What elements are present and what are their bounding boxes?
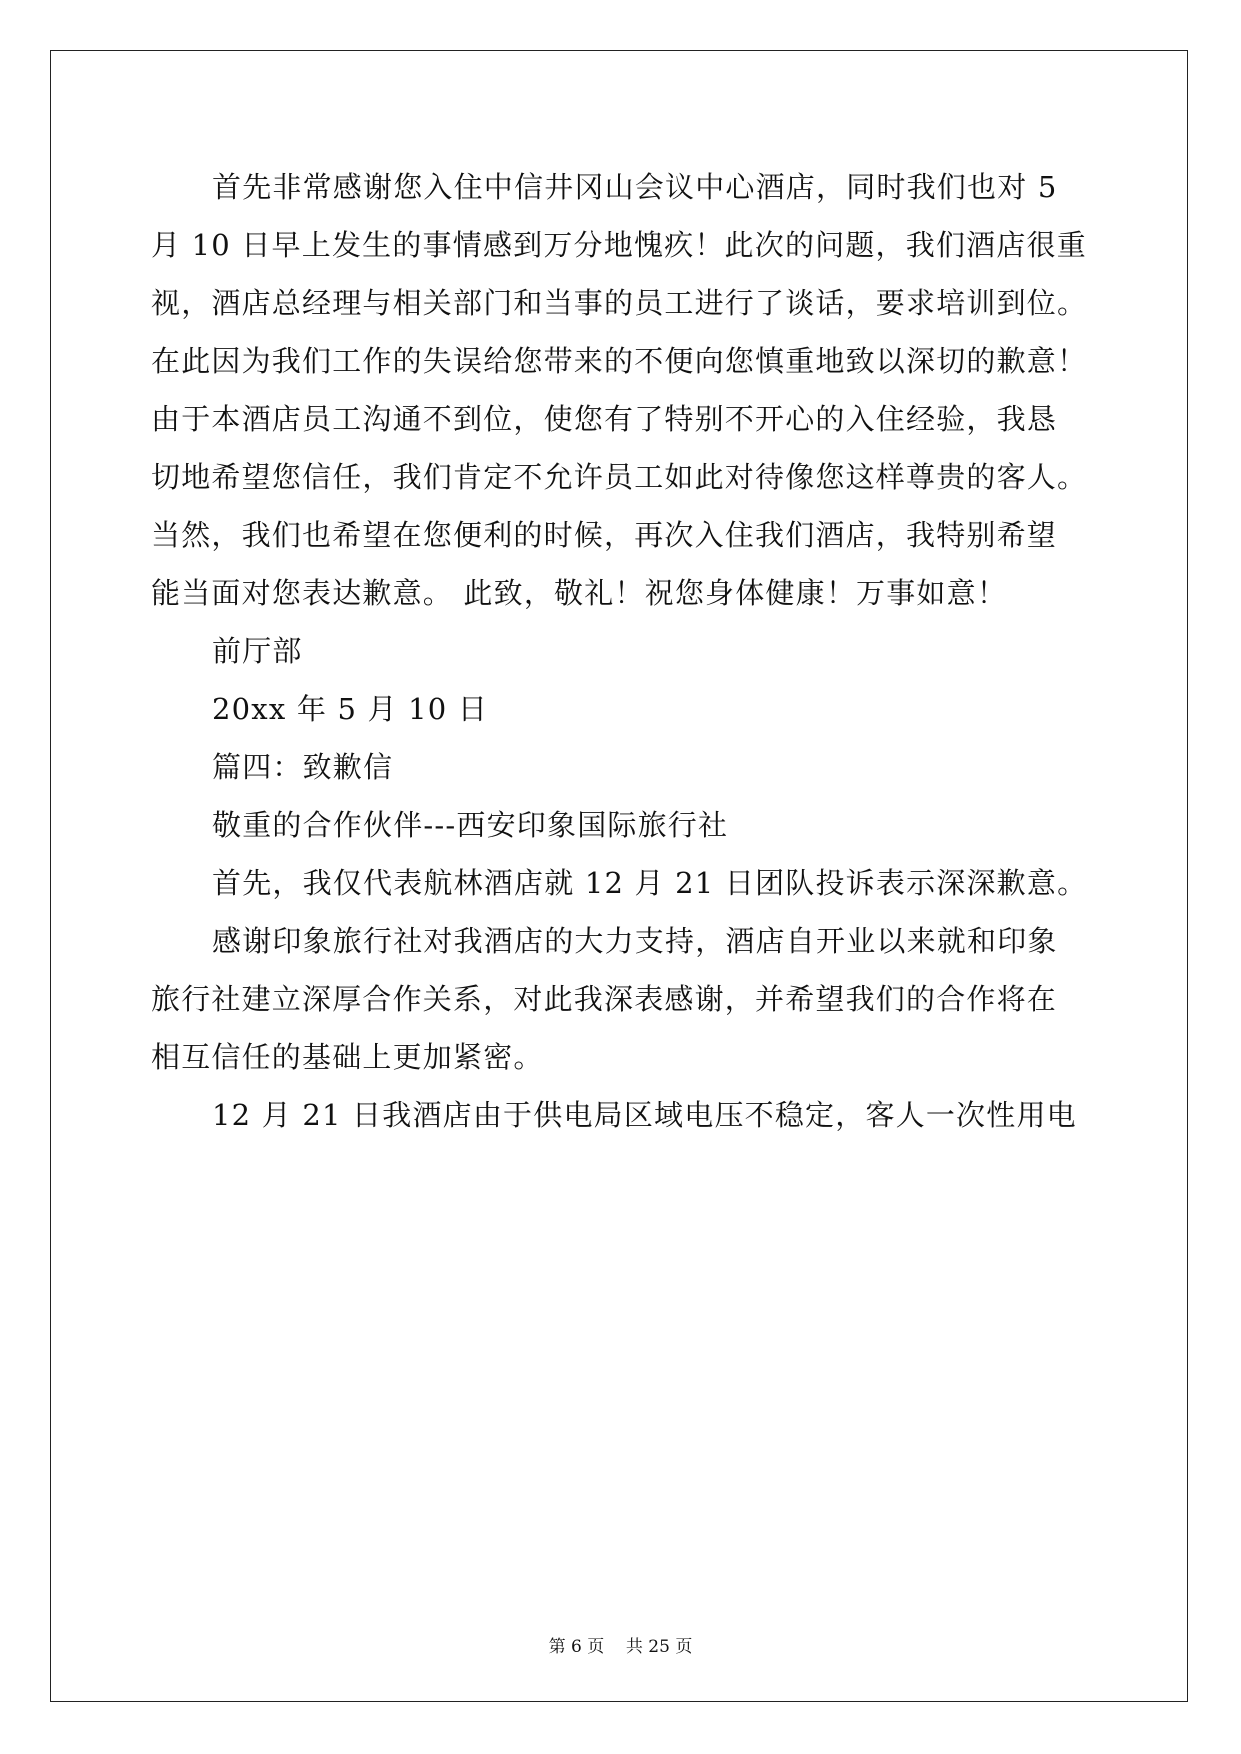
paragraph-line: 当然，我们也希望在您便利的时候，再次入住我们酒店，我特别希望 [151, 518, 1058, 552]
paragraph-line: 旅行社建立深厚合作关系，对此我深表感谢，并希望我们的合作将在 [151, 982, 1058, 1016]
paragraph-line: 由于本酒店员工沟通不到位，使您有了特别不开心的入住经验，我恳 [151, 402, 1058, 436]
paragraph-line: 首先，我仅代表航林酒店就 12 月 21 日团队投诉表示深深歉意。 [212, 866, 1088, 900]
paragraph-line: 感谢印象旅行社对我酒店的大力支持，酒店自开业以来就和印象 [212, 924, 1058, 958]
paragraph-line: 能当面对您表达歉意。 此致，敬礼！祝您身体健康！万事如意！ [151, 576, 1008, 610]
paragraph-line: 切地希望您信任，我们肯定不允许员工如此对待像您这样尊贵的客人。 [151, 460, 1088, 494]
signature-department: 前厅部 [212, 634, 303, 668]
paragraph-line: 相互信任的基础上更加紧密。 [151, 1040, 544, 1074]
paragraph-line: 首先非常感谢您入住中信井冈山会议中心酒店，同时我们也对 5 [212, 170, 1058, 204]
section-heading: 篇四：致歉信 [212, 750, 394, 784]
signature-date: 20xx 年 5 月 10 日 [212, 692, 489, 726]
salutation: 敬重的合作伙伴---西安印象国际旅行社 [212, 808, 729, 842]
page-number-footer: 第 6 页 共 25 页 [548, 1637, 693, 1657]
paragraph-line: 在此因为我们工作的失误给您带来的不便向您慎重地致以深切的歉意！ [151, 344, 1088, 378]
paragraph-line: 视，酒店总经理与相关部门和当事的员工进行了谈话，要求培训到位。 [151, 286, 1088, 320]
paragraph-line: 月 10 日早上发生的事情感到万分地愧疚！此次的问题，我们酒店很重 [151, 228, 1087, 262]
paragraph-line: 12 月 21 日我酒店由于供电局区域电压不稳定，客人一次性用电 [212, 1098, 1077, 1132]
